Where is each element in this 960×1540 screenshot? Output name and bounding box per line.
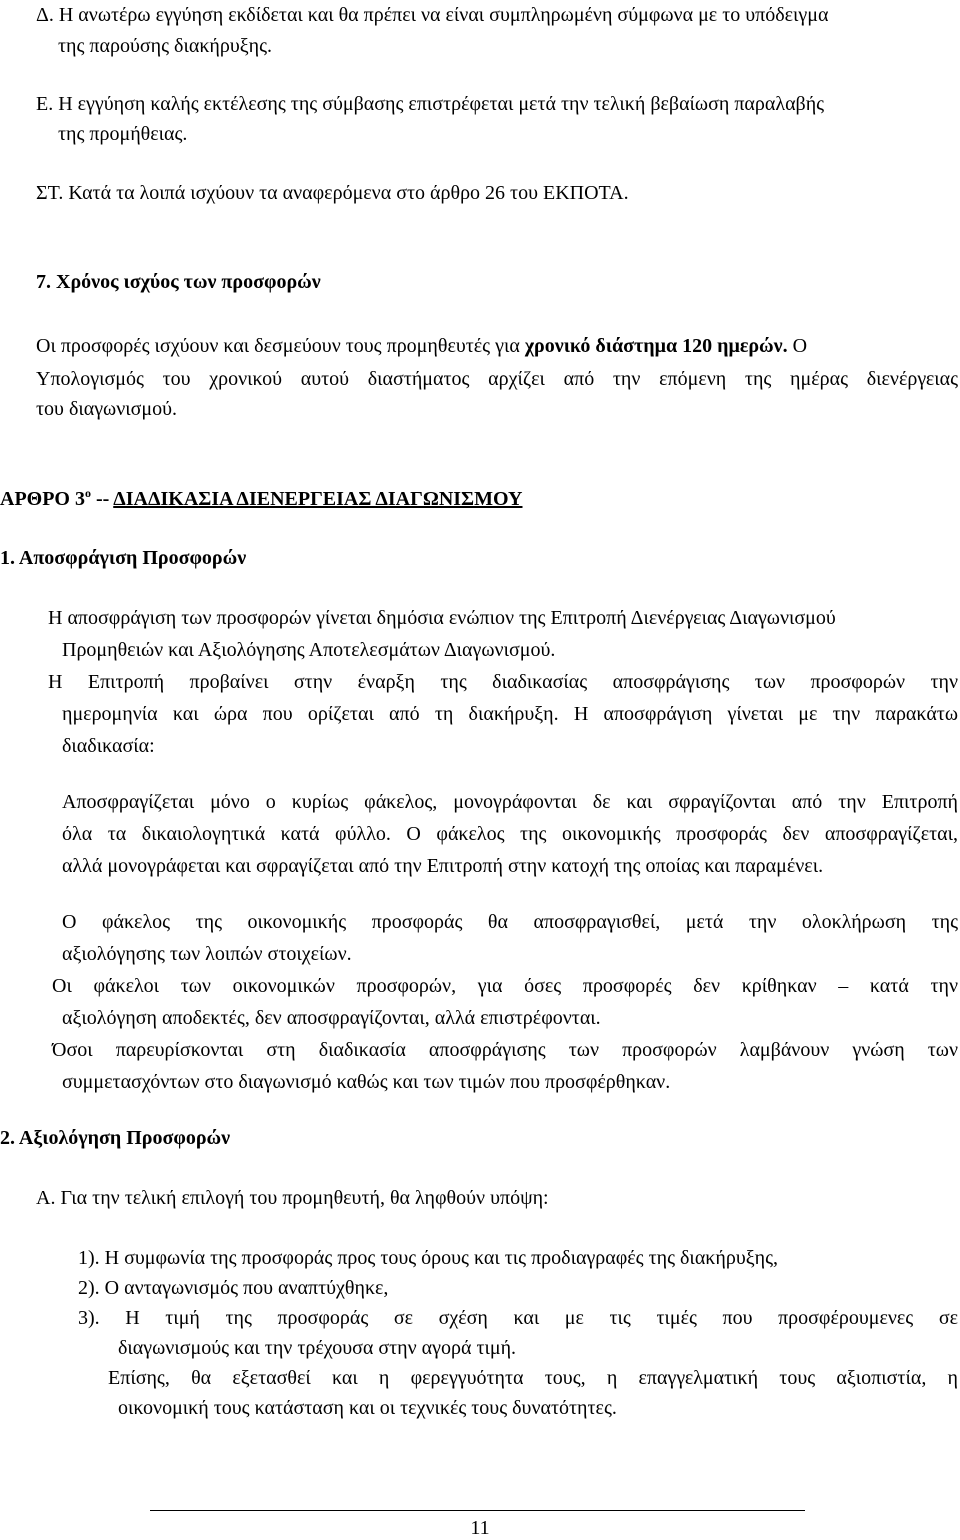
- footer-rule: [150, 1510, 805, 1511]
- clause-d-line-1: Δ. Η ανωτέρω εγγύηση εκδίδεται και θα πρέπει να είναι συμπληρωμένη σύμφωνα με το υπόδειγμα: [36, 4, 829, 26]
- clause-st-line: ΣΤ. Κατά τα λοιπά ισχύουν τα αναφερόμενα στο άρθρο 26 του ΕΚΠΟΤΑ.: [36, 182, 629, 204]
- clause-e-line-2: της προμήθειας.: [58, 123, 188, 145]
- opening-p2-line-3: διαδικασία:: [62, 735, 155, 757]
- opening-p5-line-1: Οι φάκελοι των οικονομικών προσφορών, για όσες προσφορές δεν κρίθηκαν – κατά την: [52, 975, 958, 997]
- evaluation-a-line: Α. Για την τελική επιλογή του προμηθευτή, θα ληφθούν υπόψη:: [36, 1187, 549, 1209]
- opening-p1-line-2: Προμηθειών και Αξιολόγησης Αποτελεσμάτων Διαγωνισμού.: [62, 639, 556, 661]
- criteria-item-3-line-1: 3). Η τιμή της προσφοράς σε σχέση και με τις τιμές που προσφέρουμενες σε: [78, 1307, 958, 1329]
- evaluation-heading: 2. Αξιολόγηση Προσφορών: [0, 1127, 231, 1149]
- opening-p3-line-1: Αποσφραγίζεται μόνο ο κυρίως φάκελος, μονογράφονται δε και σφραγίζονται από την Επιτροπή: [62, 791, 958, 813]
- criteria-item-2: 2). Ο ανταγωνισμός που αναπτύχθηκε,: [78, 1277, 389, 1299]
- opening-p6-line-1: Όσοι παρευρίσκονται στη διαδικασία αποσφράγισης των προσφορών λαμβάνουν γνώση των: [52, 1039, 958, 1061]
- opening-p2-line-2: ημερομηνία και ώρα που ορίζεται από τη διακήρυξη. Η αποσφράγιση γίνεται με την παρακάτω: [62, 703, 958, 725]
- opening-p3-line-2: όλα τα δικαιολογητικά κατά φύλλο. Ο φάκελος της οικονομικής προσφοράς δεν αποσφραγίζεται,: [62, 823, 958, 845]
- opening-p5-line-2: αξιολόγηση αποδεκτές, δεν αποσφραγίζονται, αλλά επιστρέφονται.: [62, 1007, 601, 1029]
- page-number: 11: [470, 1517, 490, 1539]
- clause-e-line-1: Ε. Η εγγύηση καλής εκτέλεσης της σύμβασης επιστρέφεται μετά την τελική βεβαίωση παραλαβής: [36, 93, 825, 115]
- clause-d-line-2: της παρούσης διακήρυξης.: [58, 35, 273, 57]
- opening-p2-line-1: Η Επιτροπή προβαίνει στην έναρξη της διαδικασίας αποσφράγισης των προσφορών την: [48, 671, 958, 693]
- section-7-paragraph-line-3: του διαγωνισμού.: [36, 398, 178, 420]
- criteria-item-3-line-2: διαγωνισμούς και την τρέχουσα στην αγορά τιμή.: [118, 1337, 517, 1359]
- section-7-paragraph-line-1: Οι προσφορές ισχύουν και δεσμεύουν τους προμηθευτές για χρονικό διάστημα 120 ημερών. Ο: [36, 335, 808, 357]
- criteria-item-1: 1). Η συμφωνία της προσφοράς προς τους όρους και τις προδιαγραφές της διακήρυξης,: [78, 1247, 779, 1269]
- opening-p3-line-3: αλλά μονογράφεται και σφραγίζεται από την Επιτροπή στην κατοχή της οποίας και παραμένει.: [62, 855, 824, 877]
- section-7-heading: 7. Χρόνος ισχύος των προσφορών: [36, 271, 321, 293]
- opening-p4-line-2: αξιολόγησης των λοιπών στοιχείων.: [62, 943, 352, 965]
- evaluation-also-line-1: Επίσης, θα εξετασθεί και η φερεγγυότητα τους, η επαγγελματική τους αξιοπιστία, η: [108, 1367, 958, 1389]
- article-3-heading: ΑΡΘΡΟ $3^o$ -- ΔΙΑΔΙΚΑΣΙΑ ΔΙΕΝΕΡΓΕΙΑΣ ΔΙΑΓΩΝΙΣΜΟΥ: [0, 486, 523, 510]
- opening-p4-line-1: Ο φάκελος της οικονομικής προσφοράς θα αποσφραγισθεί, μετά την ολοκλήρωση της: [62, 911, 958, 933]
- opening-p6-line-2: συμμετασχόντων στο διαγωνισμό καθώς και των τιμών που προσφέρθηκαν.: [62, 1071, 671, 1093]
- evaluation-also-line-2: οικονομική τους κατάσταση και οι τεχνικές τους δυνατότητες.: [118, 1397, 617, 1419]
- section-7-paragraph-line-2: Υπολογισμός του χρονικού αυτού διαστήματος αρχίζει από την επόμενη της ημέρας διενέργειας: [36, 368, 958, 390]
- opening-p1-line-1: Η αποσφράγιση των προσφορών γίνεται δημόσια ενώπιον της Επιτροπή Διενέργειας Διαγωνισμού: [48, 607, 836, 629]
- opening-heading: 1. Αποσφράγιση Προσφορών: [0, 547, 247, 569]
